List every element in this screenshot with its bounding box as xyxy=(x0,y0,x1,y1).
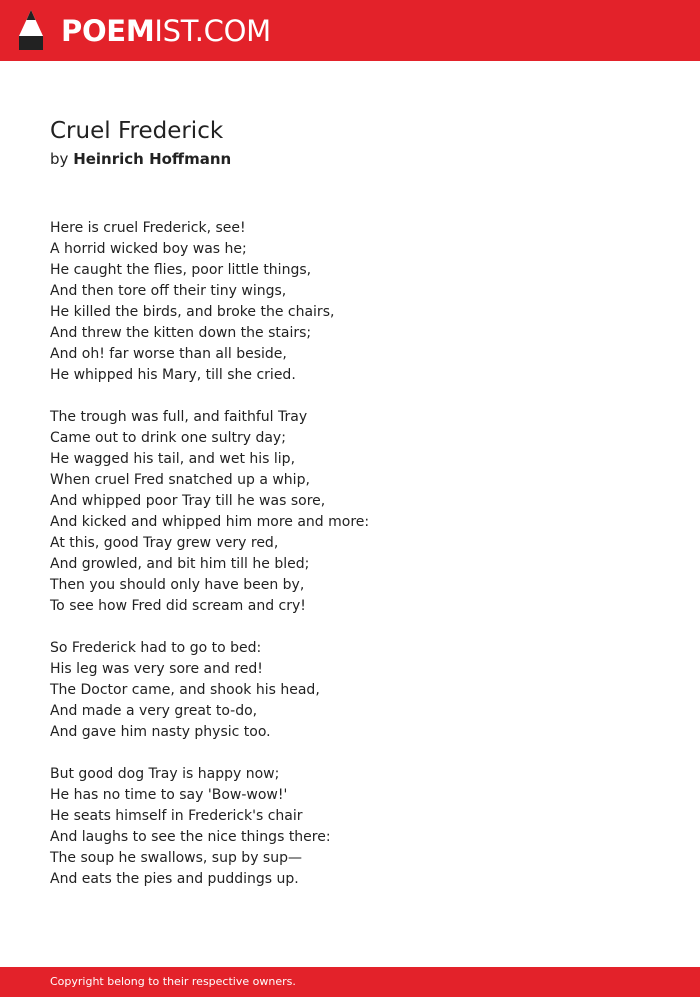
poem-line: He has no time to say 'Bow-wow!' xyxy=(50,787,288,803)
poem-line: So Frederick had to go to bed: xyxy=(50,640,262,656)
poem-line: He killed the birds, and broke the chairs, xyxy=(50,304,335,320)
poem-line: And then tore off their tiny wings, xyxy=(50,283,287,299)
poem-line: And kicked and whipped him more and more: xyxy=(50,514,370,530)
poem-line: And made a very great to-do, xyxy=(50,703,258,719)
poem-line: He whipped his Mary, till she cried. xyxy=(50,367,296,383)
poem-line: And gave him nasty physic too. xyxy=(50,724,271,740)
poem-line: And laughs to see the nice things there: xyxy=(50,829,331,845)
poem-line: He seats himself in Frederick's chair xyxy=(50,808,303,824)
poem-line: A horrid wicked boy was he; xyxy=(50,241,247,257)
logo-bold-text: POEM xyxy=(61,14,155,48)
site-header xyxy=(0,0,700,61)
logo-light-text: IST.COM xyxy=(154,14,271,48)
poem-author: Heinrich Hoffmann xyxy=(73,150,232,168)
poem-line: When cruel Fred snatched up a whip, xyxy=(50,472,310,488)
poem-line: And eats the pies and puddings up. xyxy=(50,871,299,887)
poem-line: At this, good Tray grew very red, xyxy=(50,535,279,551)
poem-line: Here is cruel Frederick, see! xyxy=(50,220,246,236)
poem-line: And growled, and bit him till he bled; xyxy=(50,556,310,572)
stanza xyxy=(50,407,650,617)
poem-byline xyxy=(50,148,231,170)
poem-line: He wagged his tail, and wet his lip, xyxy=(50,451,296,467)
site-footer xyxy=(0,967,700,997)
pencil-icon[interactable] xyxy=(18,9,44,51)
poem-line: And oh! far worse than all beside, xyxy=(50,346,287,362)
stanza xyxy=(50,764,650,890)
stanza xyxy=(50,638,650,743)
poem-body xyxy=(50,218,650,911)
poem-line: And whipped poor Tray till he was sore, xyxy=(50,493,326,509)
by-label: by xyxy=(50,150,69,168)
poem-title: Cruel Frederick xyxy=(50,118,224,144)
poem-line: The trough was full, and faithful Tray xyxy=(50,409,308,425)
poem-line: The soup he swallows, sup by sup— xyxy=(50,850,302,866)
poem-line: And threw the kitten down the stairs; xyxy=(50,325,312,341)
site-logo[interactable] xyxy=(61,11,271,51)
copyright-text: Copyright belong to their respective owners. xyxy=(50,975,296,988)
stanza xyxy=(50,218,650,386)
poem-line: His leg was very sore and red! xyxy=(50,661,263,677)
poem-line: To see how Fred did scream and cry! xyxy=(50,598,306,614)
poem-line: Then you should only have been by, xyxy=(50,577,305,593)
poem-line: He caught the flies, poor little things, xyxy=(50,262,312,278)
poem-line: The Doctor came, and shook his head, xyxy=(50,682,320,698)
poem-line: Came out to drink one sultry day; xyxy=(50,430,286,446)
poem-line: But good dog Tray is happy now; xyxy=(50,766,280,782)
